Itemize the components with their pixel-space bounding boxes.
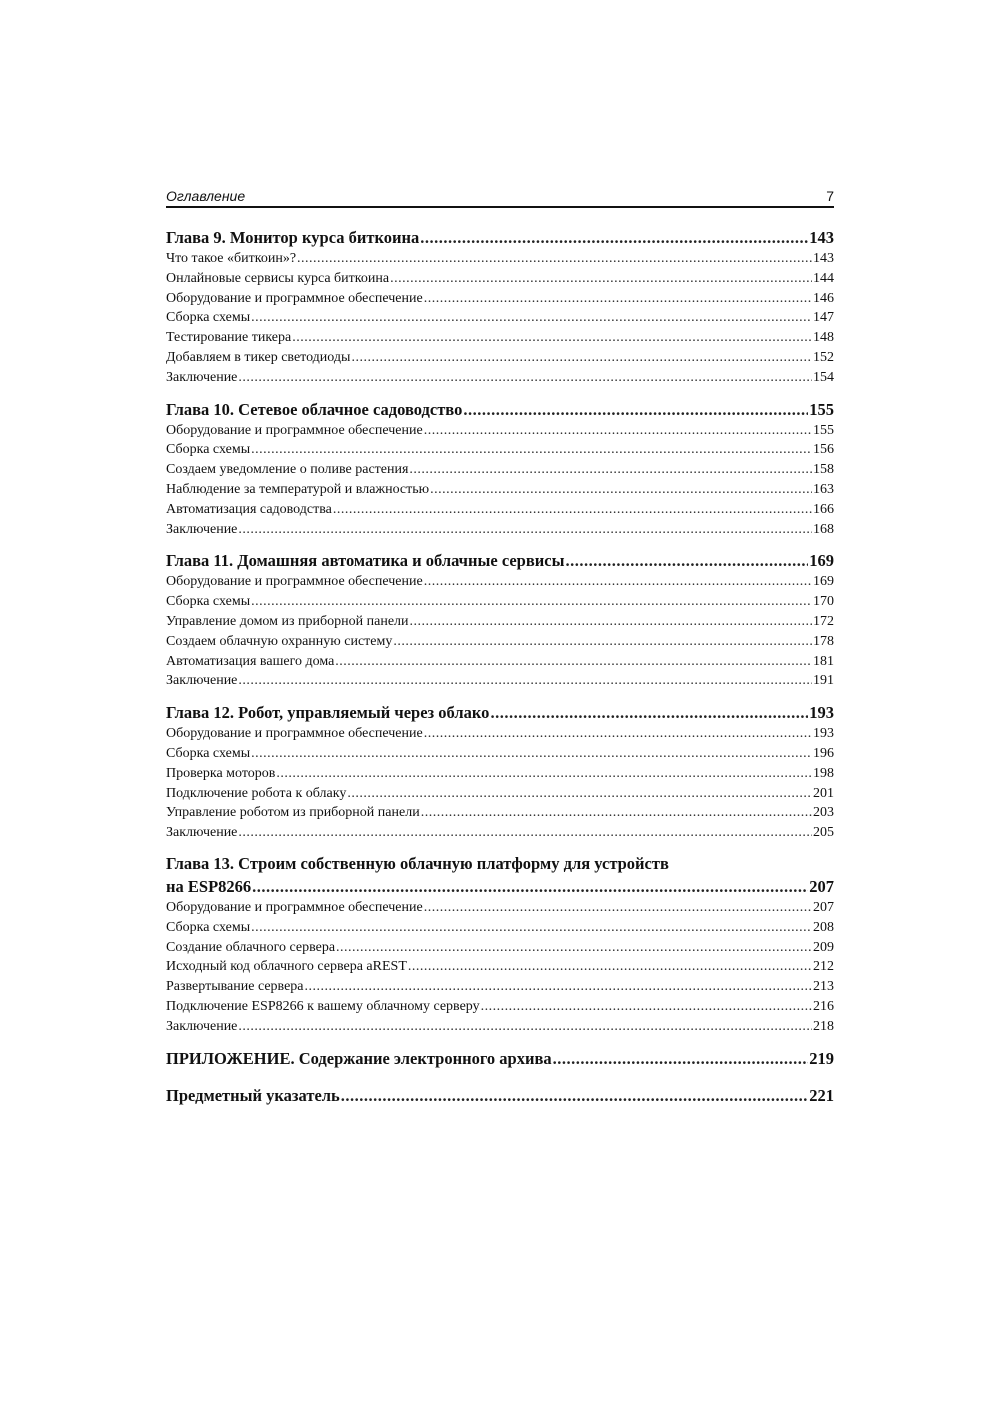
toc-entry[interactable]: [166, 724, 834, 744]
toc-entry[interactable]: [166, 348, 834, 368]
dot-leader: [424, 898, 812, 918]
entry-page: 216: [813, 998, 834, 1014]
entry-page: 205: [813, 825, 834, 841]
entry-page: 154: [813, 369, 834, 385]
chapter-title-line2: на ESP8266: [166, 876, 252, 896]
chapter-page: 169: [809, 551, 834, 571]
toc-entry[interactable]: [166, 520, 834, 540]
dot-leader: [335, 652, 812, 672]
entry-label: Создание облачного сервера: [166, 939, 336, 955]
toc-entry[interactable]: [166, 764, 834, 784]
toc-entry[interactable]: [166, 308, 834, 328]
chapter-heading[interactable]: [166, 226, 834, 249]
entry-label: Подключение ESP8266 к вашему облачному серверу: [166, 998, 480, 1014]
dot-leader: [490, 701, 808, 724]
entry-label: Онлайновые сервисы курса биткоина: [166, 270, 390, 286]
entry-label: Сборка схемы: [166, 745, 251, 761]
toc-entry[interactable]: [166, 977, 834, 997]
entry-page: 156: [813, 442, 834, 458]
entry-page: 152: [813, 349, 834, 365]
toc-entry[interactable]: [166, 328, 834, 348]
entry-page: 146: [813, 290, 834, 306]
chapter-title: Глава 10. Сетевое облачное садоводство: [166, 399, 463, 419]
toc-entry[interactable]: [166, 823, 834, 843]
entry-label: Создаем облачную охранную систему: [166, 633, 393, 649]
chapter-heading[interactable]: [166, 549, 834, 572]
dot-leader: [341, 1084, 808, 1107]
chapter-heading[interactable]: [166, 398, 834, 421]
dot-leader: [251, 308, 812, 328]
chapter-9: [166, 226, 834, 388]
table-of-contents: [166, 226, 834, 1107]
entry-page: 166: [813, 501, 834, 517]
toc-entry[interactable]: [166, 572, 834, 592]
toc-entry[interactable]: [166, 460, 834, 480]
entry-label: Заключение: [166, 825, 238, 841]
toc-entry[interactable]: [166, 632, 834, 652]
appendix: [166, 1047, 834, 1070]
dot-leader: [251, 440, 812, 460]
entry-label: Сборка схемы: [166, 919, 251, 935]
toc-entry[interactable]: [166, 1017, 834, 1037]
toc-entry[interactable]: [166, 421, 834, 441]
chapter-page: 143: [809, 228, 834, 247]
dot-leader: [251, 592, 812, 612]
toc-entry[interactable]: [166, 803, 834, 823]
dot-leader: [305, 977, 812, 997]
toc-entry[interactable]: [166, 918, 834, 938]
entry-label: Развертывание сервера: [166, 979, 304, 995]
entry-page: 213: [813, 979, 834, 995]
dot-leader: [421, 803, 812, 823]
dot-leader: [238, 520, 812, 540]
dot-leader: [390, 269, 812, 289]
toc-entry[interactable]: [166, 368, 834, 388]
entry-page: 208: [813, 919, 834, 935]
toc-entry[interactable]: [166, 612, 834, 632]
chapter-title: Глава 9. Монитор курса биткоина: [166, 228, 420, 247]
index-page: 221: [809, 1085, 834, 1105]
running-header-title: Оглавление: [166, 188, 246, 204]
entry-page: 203: [813, 805, 834, 821]
entry-page: 155: [813, 422, 834, 438]
index-title: Предметный указатель: [166, 1085, 340, 1105]
entry-label: Автоматизация вашего дома: [166, 653, 335, 669]
entry-page: 178: [813, 633, 834, 649]
entry-label: Исходный код облачного сервера aREST: [166, 959, 407, 975]
dot-leader: [238, 823, 812, 843]
entry-page: 148: [813, 330, 834, 346]
entry-label: Создаем уведомление о поливе растения: [166, 462, 409, 478]
dot-leader: [333, 500, 812, 520]
dot-leader: [252, 875, 808, 898]
entry-page: 144: [813, 270, 834, 286]
entry-page: 212: [813, 959, 834, 975]
entry-label: Добавляем в тикер светодиоды: [166, 349, 351, 365]
running-header: [166, 184, 834, 208]
toc-entry[interactable]: [166, 249, 834, 269]
toc-entry[interactable]: [166, 592, 834, 612]
chapter-heading[interactable]: [166, 701, 834, 724]
entry-label: Заключение: [166, 521, 238, 537]
entry-page: 143: [813, 251, 834, 266]
dot-leader: [238, 671, 812, 691]
dot-leader: [463, 398, 808, 421]
toc-page: [166, 184, 834, 1121]
dot-leader: [424, 572, 812, 592]
entry-label: Оборудование и программное обеспечение: [166, 422, 423, 438]
entry-label: Автоматизация садоводства: [166, 501, 332, 517]
entry-page: 163: [813, 481, 834, 497]
dot-leader: [408, 957, 812, 977]
entry-page: 158: [813, 462, 834, 478]
dot-leader: [238, 1017, 812, 1037]
entry-label: Заключение: [166, 673, 238, 689]
entry-label: Оборудование и программное обеспечение: [166, 290, 423, 306]
subject-index: [166, 1084, 834, 1107]
chapter-13: [166, 853, 834, 1037]
dot-leader: [409, 460, 812, 480]
dot-leader: [424, 289, 812, 309]
entry-label: Заключение: [166, 369, 238, 385]
entry-page: 193: [813, 726, 834, 742]
appendix-page: 219: [809, 1048, 834, 1068]
toc-entry[interactable]: [166, 480, 834, 500]
entry-page: 201: [813, 785, 834, 801]
dot-leader: [393, 632, 812, 652]
dot-leader: [553, 1047, 809, 1070]
toc-entry[interactable]: [166, 938, 834, 958]
toc-entry[interactable]: [166, 500, 834, 520]
entry-label: Оборудование и программное обеспечение: [166, 726, 423, 742]
dot-leader: [430, 480, 812, 500]
entry-label: Подключение робота к облаку: [166, 785, 347, 801]
dot-leader: [297, 249, 812, 269]
dot-leader: [424, 421, 812, 441]
toc-entry[interactable]: [166, 652, 834, 672]
entry-page: 218: [813, 1018, 834, 1034]
entry-label: Сборка схемы: [166, 310, 251, 326]
dot-leader: [351, 348, 812, 368]
entry-label: Управление роботом из приборной панели: [166, 805, 420, 821]
dot-leader: [565, 549, 808, 572]
chapter-page: 155: [809, 399, 834, 419]
entry-page: 209: [813, 939, 834, 955]
index-heading[interactable]: [166, 1084, 834, 1107]
entry-label: Оборудование и программное обеспечение: [166, 899, 423, 915]
entry-label: Что такое «биткоин»?: [166, 251, 297, 266]
entry-label: Наблюдение за температурой и влажностью: [166, 481, 430, 497]
entry-label: Оборудование и программное обеспечение: [166, 574, 423, 590]
toc-entry[interactable]: [166, 744, 834, 764]
chapter-12: [166, 701, 834, 843]
toc-entry[interactable]: [166, 289, 834, 309]
toc-entry[interactable]: [166, 440, 834, 460]
running-header-page-number: 7: [826, 188, 834, 204]
dot-leader: [336, 938, 812, 958]
entry-page: 181: [813, 653, 834, 669]
entry-label: Сборка схемы: [166, 442, 251, 458]
chapter-page: 193: [809, 703, 834, 723]
toc-entry[interactable]: [166, 898, 834, 918]
appendix-title: ПРИЛОЖЕНИЕ. Содержание электронного архива: [166, 1048, 552, 1068]
dot-leader: [420, 226, 808, 249]
entry-page: 170: [813, 594, 834, 610]
entry-label: Управление домом из приборной панели: [166, 613, 409, 629]
entry-page: 191: [813, 673, 834, 689]
entry-page: 198: [813, 765, 834, 781]
entry-page: 172: [813, 613, 834, 629]
dot-leader: [347, 784, 812, 804]
dot-leader: [276, 764, 812, 784]
chapter-10: [166, 398, 834, 540]
entry-label: Тестирование тикера: [166, 330, 292, 346]
entry-label: Заключение: [166, 1018, 238, 1034]
chapter-title: Глава 11. Домашняя автоматика и облачные сервисы: [166, 551, 565, 571]
toc-entry[interactable]: [166, 997, 834, 1017]
dot-leader: [410, 612, 812, 632]
toc-entry[interactable]: [166, 269, 834, 289]
entry-label: Сборка схемы: [166, 594, 251, 610]
chapter-heading[interactable]: [166, 875, 834, 898]
dot-leader: [292, 328, 812, 348]
chapter-title: Глава 12. Робот, управляемый через облако: [166, 703, 490, 723]
toc-entry[interactable]: [166, 957, 834, 977]
chapter-title-line1[interactable]: Глава 13. Строим собственную облачную платформу для устройств: [166, 853, 669, 873]
toc-entry[interactable]: [166, 671, 834, 691]
chapter-page: 207: [809, 876, 834, 896]
dot-leader: [238, 368, 812, 388]
entry-page: 168: [813, 521, 834, 537]
dot-leader: [424, 724, 812, 744]
entry-page: 196: [813, 745, 834, 761]
entry-page: 207: [813, 899, 834, 915]
dot-leader: [251, 918, 812, 938]
dot-leader: [481, 997, 812, 1017]
chapter-11: [166, 549, 834, 691]
entry-label: Проверка моторов: [166, 765, 276, 781]
toc-entry[interactable]: [166, 784, 834, 804]
appendix-heading[interactable]: [166, 1047, 834, 1070]
entry-page: 169: [813, 574, 834, 590]
dot-leader: [251, 744, 812, 764]
entry-page: 147: [813, 310, 834, 326]
